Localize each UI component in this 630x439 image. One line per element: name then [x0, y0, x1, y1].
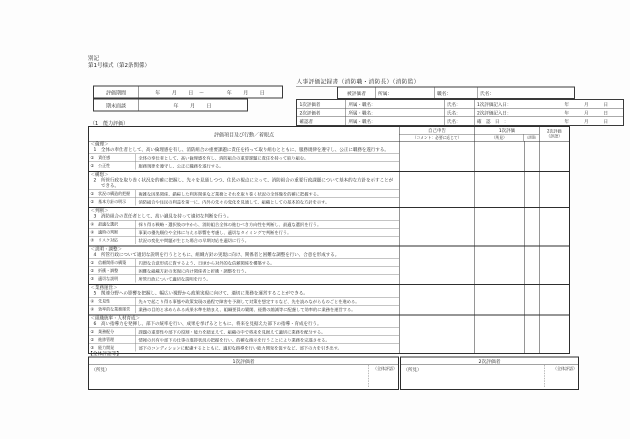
- section-name: ＜業務運営＞: [90, 285, 118, 291]
- section-summary-text: 所管行政について適切な説明を行うとともに、組織方針の実現に向け、関係者と困難な調整を行い、合意を形成する。: [101, 252, 340, 258]
- second-eval-grade-cell: [540, 208, 569, 246]
- second-eval-grade-cell: [540, 172, 569, 207]
- overall-grade-cell-label: （全体評語）: [373, 366, 397, 371]
- evaluation-table-body: [89, 142, 569, 354]
- evaluation-period-box: [93, 86, 283, 99]
- section-number: 5: [93, 291, 97, 296]
- entry-date-value: 年 月 日: [564, 119, 610, 125]
- final-interview-value: 年 月 日: [173, 103, 212, 109]
- second-eval-grade-cell: [540, 285, 569, 315]
- second-eval-grade-cell: [540, 142, 569, 172]
- section-summary: [89, 148, 399, 154]
- first-eval-grade-cell: [525, 247, 541, 285]
- item-row: [89, 344, 399, 352]
- section-items-column: [89, 208, 400, 246]
- entry-date-value: 年 月 日: [564, 110, 610, 116]
- item-number-title: ① 信頼関係の構築: [89, 259, 136, 267]
- self-report-cell: [400, 172, 476, 207]
- item-number-title: ② 基本方針の明示: [89, 198, 136, 206]
- section-summary: [89, 214, 399, 220]
- second-eval-grade-cell: [540, 247, 569, 285]
- form-number: 第1号様式（第2条関係）: [88, 62, 150, 69]
- item-description: 円滑な合意形成に資するよう、日頃から対外的な信頼関係を構築する。: [138, 260, 275, 266]
- item-row: [89, 220, 399, 228]
- evaluatee-post-label: 職名：: [435, 88, 478, 99]
- section-summary-text: 所管行政を取り巻く状況を的確に把握し、先々を見通しつつ、住民の視点に立って、消防組合の重要行政課題について基本的な方針を示すことができる。: [101, 178, 394, 189]
- section-number: 2: [93, 178, 97, 183]
- evaluation-period-label: 評価期間: [94, 87, 139, 98]
- item-number-title: ② 効率的な業務運営: [89, 306, 136, 314]
- item-row: [89, 275, 399, 283]
- item-row: [89, 267, 399, 275]
- first-evaluator-box-body: [89, 365, 398, 387]
- item-number-title: ② 進捗管理: [89, 336, 136, 344]
- item-description: 全体の奉仕者として、高い倫理感を有し、消防組合の重要課題に責任を持って取り組む。: [138, 155, 309, 161]
- section-number: 6: [93, 321, 97, 327]
- self-report-cell: [400, 316, 476, 354]
- section-name: ＜倫理＞: [90, 142, 109, 147]
- entry-date-cell: [475, 100, 624, 108]
- first-eval-title: 1次評価: [475, 127, 539, 134]
- evaluators-table: [296, 99, 624, 126]
- self-report-subtitle: （コメント：必要に応じて）: [412, 135, 462, 140]
- first-eval-grade-cell: [525, 172, 541, 207]
- self-report-title: 自己申告: [400, 127, 475, 134]
- item-row: [89, 336, 399, 344]
- first-eval-grade-cell: [525, 316, 541, 354]
- document-title: 人事評価記録書（消防職・消防長）（消防監）: [296, 78, 420, 85]
- evaluatee-label: 被評価者: [338, 88, 376, 99]
- comment-label: （所見）: [403, 367, 422, 373]
- entry-date-label: 1次評価記入日：: [477, 102, 512, 108]
- first-eval-comment-cell: [475, 142, 525, 172]
- entry-date-value: 年 月 日: [564, 102, 610, 108]
- section-items-column: [89, 142, 400, 172]
- evaluator-name-label: 氏名：: [445, 117, 475, 125]
- first-eval-comment-cell: [475, 247, 525, 285]
- entry-date-cell: [475, 109, 624, 117]
- item-row: [89, 236, 399, 244]
- first-eval-grade-cell: [525, 285, 541, 315]
- item-number-title: ② 公正性: [89, 162, 136, 170]
- section-summary-text: 関連分野への影響を把握し、幅広い視野から政策実現に向けて、適切に業務を運営することができる。: [101, 291, 308, 296]
- section-summary-text: 全体の奉仕者として、高い倫理感を有し、消防組合の重要課題に責任を持って取り組むとともに、服務規律を遵守し、公正に職務を遂行する。: [101, 147, 389, 153]
- overall-grade-label: 【全体評語等】: [88, 351, 122, 357]
- item-description: 部下のコンディションに配慮するとともに、適切な指導を行い能力開発を促すなど、部下の力を引き出す。: [138, 345, 342, 351]
- first-eval-grade-header: （評語）: [525, 135, 539, 140]
- evaluator-affiliation-label: 所属・職名：: [346, 100, 445, 108]
- first-eval-comment-cell: [475, 172, 525, 207]
- ability-evaluation-label: （1 能力評価）: [90, 121, 129, 127]
- second-eval-grade-header: （評語）: [546, 134, 563, 139]
- item-number-title: ② 適時の判断: [89, 229, 136, 237]
- section-name: ＜組織統率・人材育成＞: [90, 316, 141, 321]
- section-name: ＜判断＞: [90, 208, 109, 214]
- item-row: [89, 305, 399, 313]
- section-items-column: [89, 247, 400, 285]
- evaluator-name-label: 氏名：: [445, 100, 475, 108]
- comment-label: （所見）: [91, 367, 110, 373]
- section-number: 3: [93, 214, 97, 219]
- item-number-title: ① 業務配分: [89, 328, 136, 336]
- first-eval-grade-cell: [525, 142, 541, 172]
- evaluator-affiliation-label: 所属・職名：: [346, 109, 445, 117]
- section-row: [89, 284, 569, 315]
- item-number-title: ① 責任感: [89, 154, 136, 162]
- second-evaluator-box-body: [401, 365, 578, 387]
- section-number: 1: [93, 147, 97, 153]
- section-summary-text: 消防組合の責任者として、高い識見を持って適切な判断を行う。: [101, 214, 232, 219]
- self-report-cell: [400, 208, 476, 246]
- second-eval-title: 2次評価: [546, 129, 562, 134]
- item-number-title: ③ 適切な説明: [89, 275, 136, 283]
- item-row: [89, 190, 399, 198]
- item-row: [89, 297, 399, 305]
- item-description: 情報の共有や部下の仕事の進捗状況の把握を行い、的確な指示を行うことにより業務を完遂させる。: [138, 337, 330, 343]
- first-eval-grade-cell: [525, 208, 541, 246]
- self-report-cell: [400, 285, 476, 315]
- item-number-title: ③ 能力開発: [89, 344, 136, 352]
- self-report-cell: [400, 142, 476, 172]
- entry-date-label: 2次評価記入日：: [477, 110, 512, 116]
- item-number-title: ① 先見性: [89, 298, 136, 306]
- section-summary: [89, 178, 399, 190]
- item-description: 服務規律を遵守し、公正に職務を遂行する。: [138, 163, 224, 169]
- section-summary: [89, 291, 399, 297]
- item-description: 先々で起こり得る事態や政策実現の過程で障害を予測して対策を想定するなど、先を読みながらものごとを進める。: [138, 299, 360, 305]
- second-eval-header: [540, 127, 570, 141]
- self-report-cell: [400, 247, 476, 285]
- evaluation-table-header: [89, 127, 569, 142]
- final-interview-box: [93, 99, 248, 112]
- grade-divider: [369, 365, 370, 387]
- item-description: 状況の変化や問題が生じた場合の早期対応を適切に行う。: [138, 238, 250, 244]
- entry-date-cell: [475, 117, 624, 125]
- item-description: 課題の重要性や部下の役割・能力を踏まえて、組織の中で将来を見据えて適切に業務を配分する。: [138, 329, 326, 335]
- evaluator-name-label: 氏名：: [445, 109, 475, 117]
- second-eval-grade-cell: [540, 316, 569, 354]
- first-evaluator-box-title: 1次評価者: [89, 358, 398, 366]
- first-eval-header: [475, 127, 540, 141]
- section-row: [89, 171, 569, 207]
- item-row: [89, 162, 399, 170]
- second-evaluator-overall-box: [400, 357, 579, 391]
- evaluator-label: 1次評価者: [297, 100, 346, 108]
- first-eval-comment-cell: [475, 285, 525, 315]
- form-note: 別記: [88, 55, 99, 62]
- section-row: [89, 315, 569, 354]
- evaluator-affiliation-label: 所属・職名：: [346, 117, 445, 125]
- section-row: [89, 207, 569, 246]
- item-number-title: ② 折衝・調整: [89, 267, 136, 275]
- item-description: 事案の優先順位や全体に与える影響を考慮し、適切なタイミングで判断を行う。: [138, 230, 292, 236]
- item-row: [89, 228, 399, 236]
- evaluator-label: 確認者: [297, 117, 346, 125]
- second-evaluator-box-title: 2次評価者: [401, 358, 578, 366]
- evaluatee-name-label: 氏名：: [480, 90, 495, 97]
- section-number: 4: [93, 252, 97, 258]
- first-eval-comment-header: （所見）: [475, 134, 524, 141]
- section-name: ＜構想＞: [90, 172, 109, 178]
- final-interview-label: 期末面談: [94, 100, 139, 111]
- item-row: [89, 198, 399, 206]
- section-summary: [89, 253, 399, 259]
- section-items-column: [89, 172, 400, 207]
- item-description: 複雑な因果関係、錯綜した利害関係など業務とそれを取り巻く状況の全体像を的確に把握する。: [138, 191, 322, 197]
- items-column-header: 評価項目及び行動／着眼点: [89, 127, 400, 141]
- section-summary: [89, 322, 399, 328]
- section-name: ＜説明・調整＞: [90, 247, 123, 252]
- item-number-title: ① 状況の構造的把握: [89, 190, 136, 198]
- item-description: 業務の目的と求められる成果水準を踏まえ、組織要員の繁閑、経費の縮減等に配慮して効率的に業務を運営する。: [138, 307, 356, 313]
- evaluator-row: [297, 100, 623, 108]
- evaluator-row: [297, 117, 623, 126]
- overall-grade-cell-label: （全体評語）: [553, 366, 577, 371]
- item-number-title: ① 最適な選択: [89, 221, 136, 229]
- section-items-column: [89, 316, 400, 354]
- item-number-title: ③ リスク対応: [89, 237, 136, 245]
- section-summary-text: 高い指導力を発揮し、部下の統率を行い、成果を挙げるとともに、将来を見据えた部下の指導・育成を行う。: [101, 321, 322, 327]
- section-row: [89, 246, 569, 285]
- evaluation-table: [88, 126, 570, 354]
- item-row: [89, 328, 399, 336]
- evaluation-period-value: 年 月 日 ～ 年 月 日: [155, 90, 266, 96]
- section-row: [89, 142, 569, 172]
- section-items-column: [89, 285, 400, 315]
- item-description: 消防組合や住民の利益を第一に、内外の先々の変化を見通して、組織としての基本的な方針を示す。: [138, 199, 330, 205]
- first-eval-comment-cell: [475, 316, 525, 354]
- entry-date-label: 確 認 日 ：: [477, 119, 509, 125]
- item-row: [89, 154, 399, 162]
- evaluatee-row: [337, 87, 575, 100]
- evaluator-row: [297, 108, 623, 117]
- evaluatee-affiliation-label: 所属：: [376, 88, 435, 99]
- grade-divider: [545, 365, 546, 387]
- first-evaluator-overall-box: [88, 357, 399, 391]
- item-description: 採り得る戦略・選択肢の中から、消防組合全体の進むべき方向性を判断し、最適な選択を行う。: [138, 222, 322, 228]
- first-eval-comment-cell: [475, 208, 525, 246]
- item-row: [89, 259, 399, 267]
- item-description: 所管行政について適切な説明を行う。: [138, 276, 211, 282]
- item-description: 困難な組織方針の実現に向け関係者と折衝・調整を行う。: [138, 268, 250, 274]
- self-report-header: [400, 127, 476, 141]
- evaluator-label: 2次評価者: [297, 109, 346, 117]
